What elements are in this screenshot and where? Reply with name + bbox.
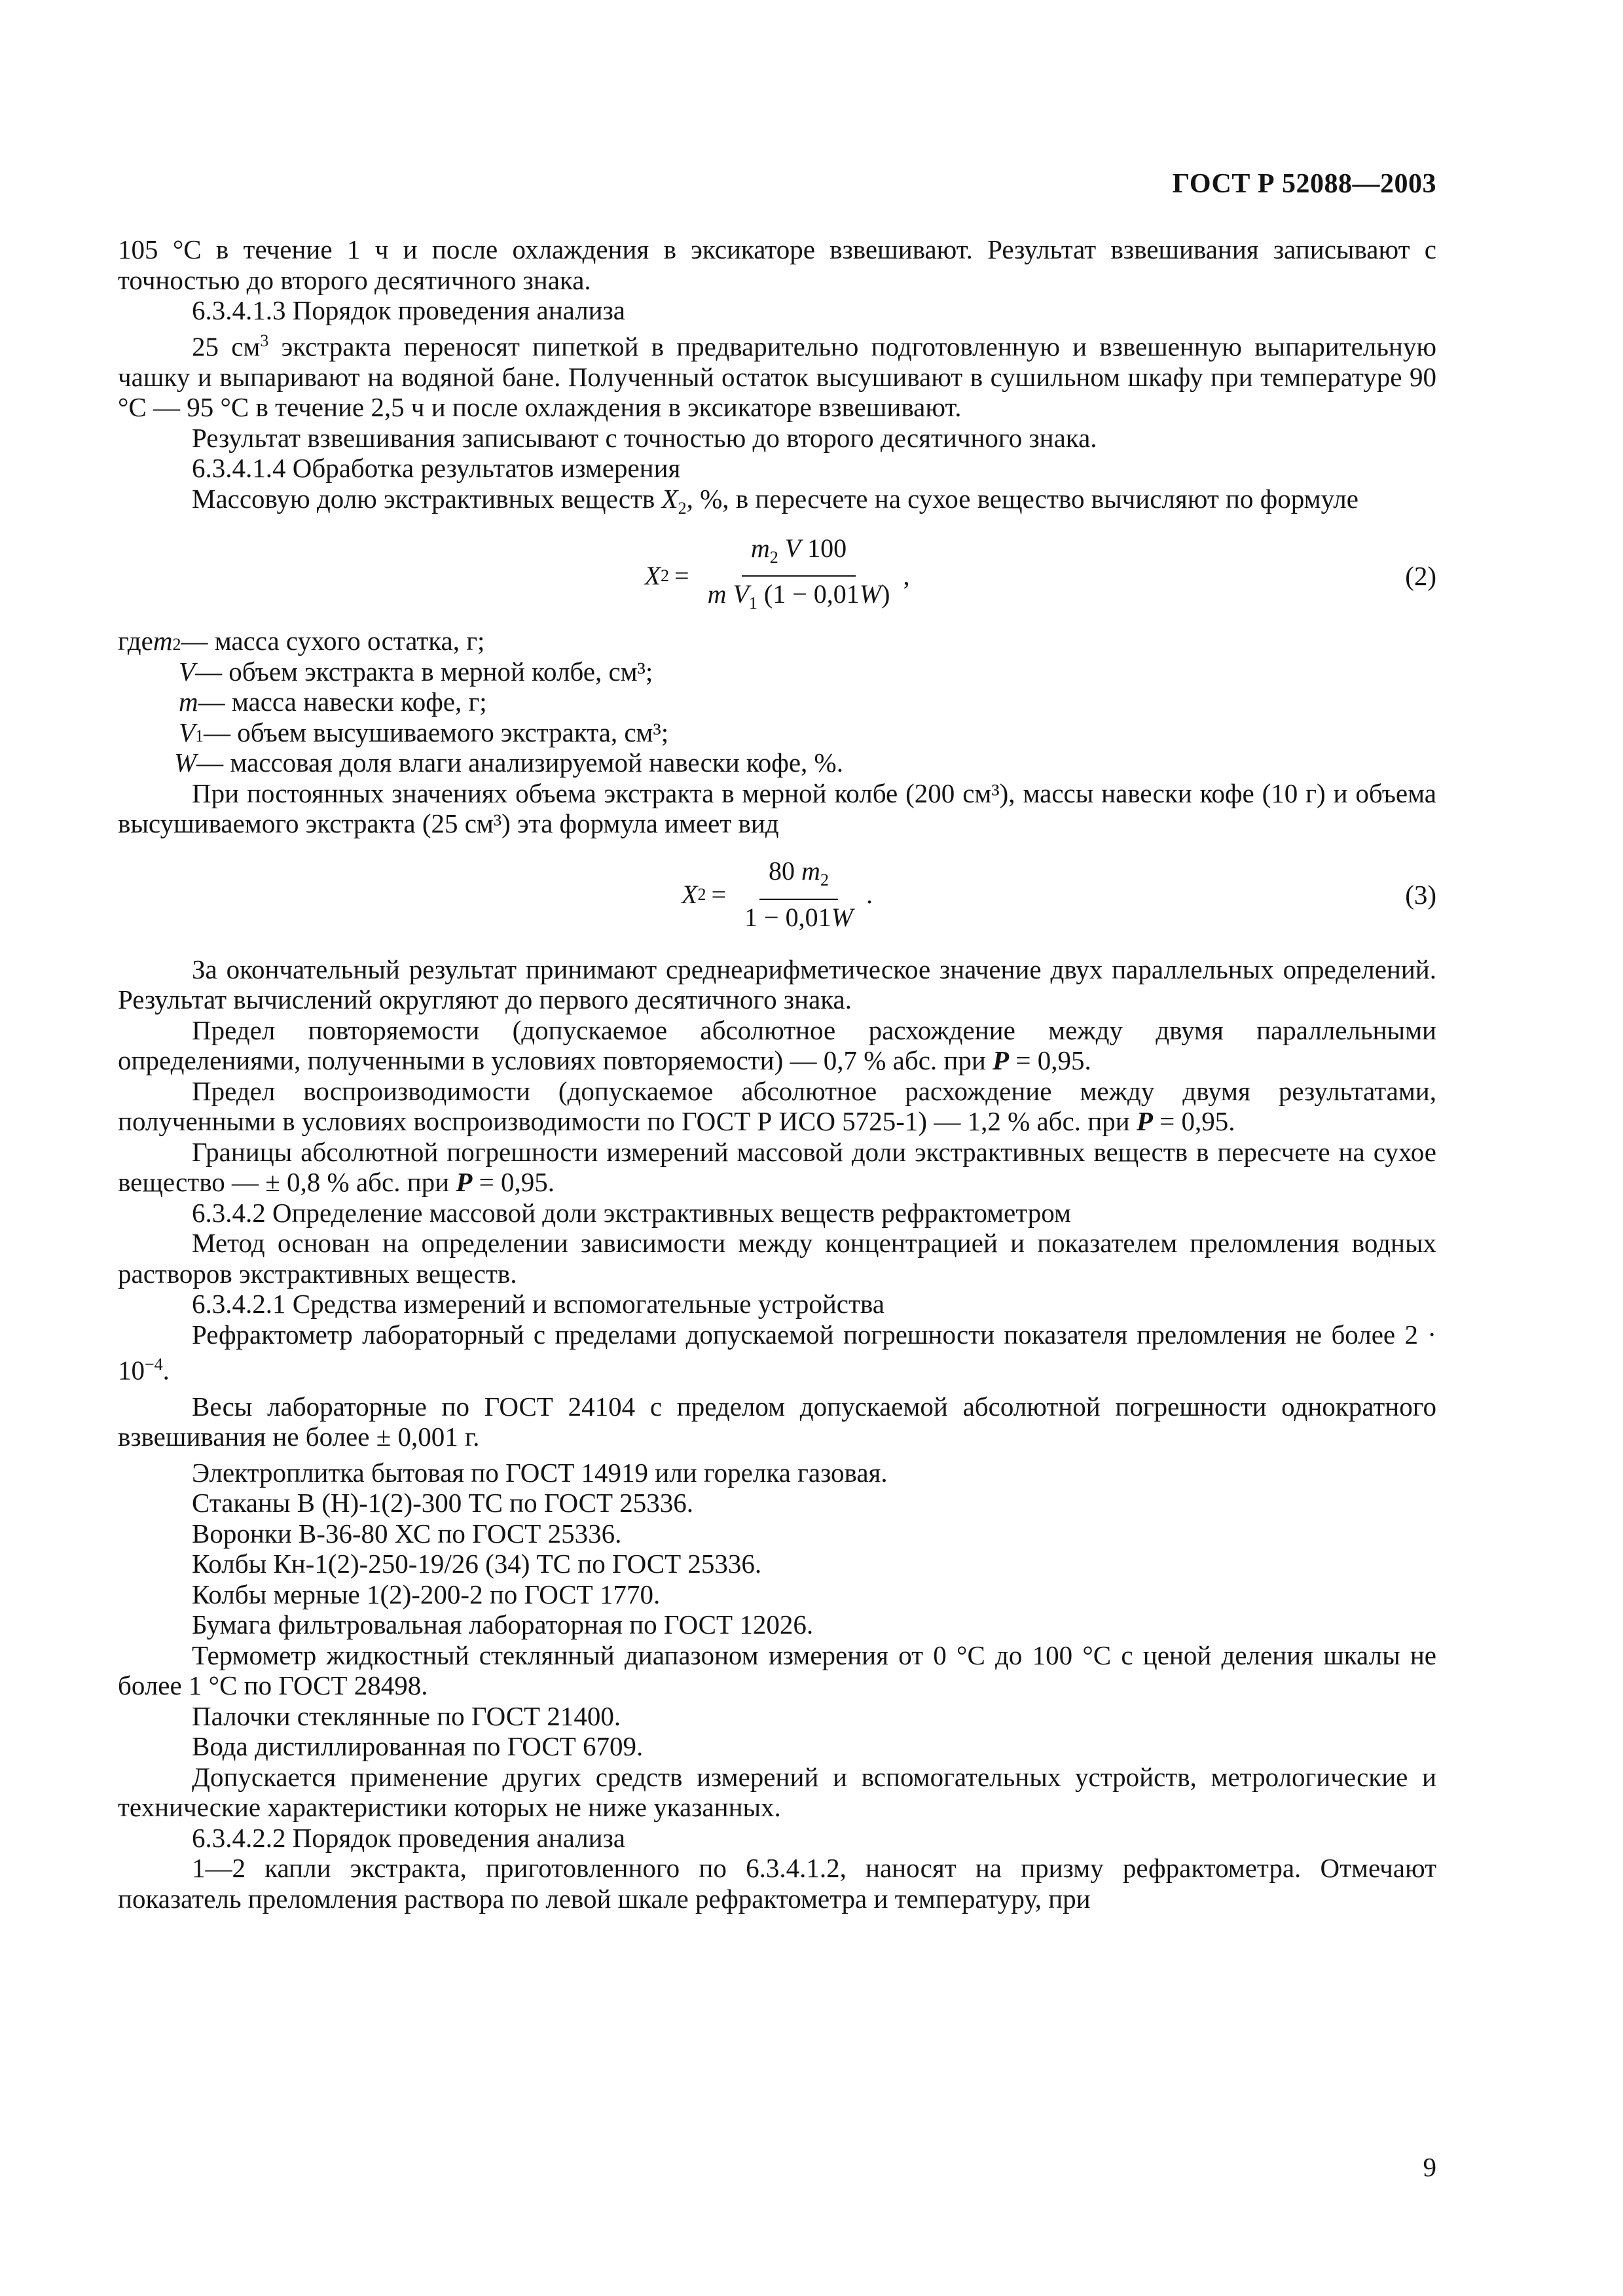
page-content: [118, 234, 1436, 1914]
paragraph: Стаканы В (Н)-1(2)-300 ТС по ГОСТ 25336.: [192, 1488, 694, 1518]
subscript: 2: [697, 884, 706, 904]
standard-header: ГОСТ Р 52088—2003: [1172, 169, 1436, 199]
paragraph: [118, 1137, 1436, 1198]
symbol: P: [1136, 1106, 1153, 1137]
text-span: ): [881, 579, 890, 609]
number: 80: [769, 856, 802, 886]
paragraph: [118, 326, 1436, 423]
text-span: Массовую долю экстрактивных веществ: [192, 483, 662, 514]
subscript: 2: [820, 870, 829, 890]
text-span: — объем экстракта в мерной колбе, см³;: [195, 656, 653, 687]
text-span: Рефрактометр лабораторный с пределами допускаемой погрешности показателя преломления не более 2 · 10: [118, 1319, 1436, 1386]
text-span: = 0,95.: [472, 1167, 555, 1198]
formula-2: [118, 524, 1436, 628]
numerator: [759, 856, 838, 900]
symbol: W: [859, 579, 882, 609]
paragraph: Электроплитка бытовая по ГОСТ 14919 или горелка газовая.: [192, 1457, 888, 1488]
paragraph: Колбы мерные 1(2)-200-2 по ГОСТ 1770.: [192, 1579, 661, 1609]
variable-definition: [118, 747, 1436, 778]
paragraph: Воронки В-36-80 ХС по ГОСТ 25336.: [192, 1518, 622, 1549]
symbol: V: [784, 533, 801, 563]
symbol: V: [179, 656, 196, 687]
paragraph: 1—2 капли экстракта, приготовленного по 6.3.4.1.2, наносят на призму рефрактометра. Отмечают показатель преломления раствора по левой шкале рефрактометра и температуру, при: [118, 1853, 1436, 1914]
variable-definition: [118, 656, 1436, 687]
numerator: [742, 533, 856, 577]
subscript: 2: [172, 635, 181, 655]
section-heading: 6.3.4.1.4 Обработка результатов измерения: [192, 453, 681, 484]
text-span: Предел повторяемости (допускаемое абсолютное расхождение между двумя параллельными определениями, полученными в условиях повторяемости) — 0,7 % абс. при: [118, 1014, 1436, 1076]
symbol: m: [750, 533, 770, 563]
paragraph: Палочки стеклянные по ГОСТ 21400.: [192, 1700, 621, 1731]
paragraph: [118, 1319, 1436, 1386]
paragraph: Колбы Кн-1(2)-250-19/26 (34) ТС по ГОСТ 25336.: [192, 1549, 762, 1579]
formula-3: [118, 839, 1436, 950]
equals-sign: =: [674, 561, 689, 591]
text-span: — массовая доля влаги анализируемой навески кофе, %.: [196, 747, 843, 778]
variable-definition: [118, 717, 1436, 748]
paragraph: Результат взвешивания записывают с точностью до второго десятичного знака.: [192, 422, 1097, 453]
subscript: 1: [748, 594, 757, 613]
page-number: 9: [1423, 2152, 1436, 2182]
text-span: (1 − 0,01: [763, 579, 860, 609]
paragraph: 105 °С в течение 1 ч и после охлаждения в эксикаторе взвешивают. Результат взвешивания записывают с точностью до второго десятичного знака.: [118, 234, 1436, 295]
variable-definition: [118, 626, 1436, 656]
superscript: −4: [145, 1355, 163, 1374]
symbol: m: [707, 579, 727, 609]
subscript: 2: [678, 498, 687, 518]
paragraph: [118, 1076, 1436, 1137]
denominator: [699, 577, 900, 619]
text-span: = 0,95.: [1152, 1106, 1235, 1137]
formula-lhs: X: [644, 561, 661, 591]
subscript: 2: [769, 547, 778, 567]
text-span: Предел воспроизводимости (допускаемое абсолютное расхождение между двумя результатами, полученными в условиях воспроизводимости по ГОСТ Р ИСО 5725-1) — 1,2 % абс. при: [118, 1075, 1436, 1137]
symbol: P: [993, 1045, 1010, 1076]
symbol: X: [661, 483, 678, 514]
symbol: P: [456, 1167, 473, 1198]
equation-number: (2): [1405, 561, 1436, 592]
subscript: 1: [195, 726, 204, 745]
section-heading: 6.3.4.1.3 Порядок проведения анализа: [192, 295, 626, 325]
paragraph: [118, 484, 1436, 524]
symbol: V: [179, 717, 196, 747]
text-span: Границы абсолютной погрешности измерений массовой доли экстрактивных веществ в пересчете на сухое вещество — ± 0,8 % абс. при: [118, 1136, 1436, 1198]
symbol: m: [153, 626, 173, 656]
paragraph: Вода дистиллированная по ГОСТ 6709.: [192, 1731, 644, 1761]
paragraph: За окончательный результат принимают среднеарифметическое значение двух параллельных определений. Результат вычислений округляют до первого десятичного знака.: [118, 954, 1436, 1015]
paragraph: Весы лабораторные по ГОСТ 24104 с пределом допускаемой абсолютной погрешности однократного взвешивания не более ± 0,001 г.: [118, 1391, 1436, 1452]
formula-expression: [645, 533, 910, 619]
equals-sign: =: [711, 879, 727, 909]
punctuation: .: [866, 879, 873, 909]
text-span: , %, в пересчете на сухое вещество вычисляют по формуле: [686, 483, 1359, 514]
fraction: [735, 856, 862, 933]
punctuation: ,: [903, 561, 910, 591]
fraction: [699, 533, 900, 619]
superscript: 3: [260, 331, 269, 350]
paragraph: Термометр жидкостный стеклянный диапазоном измерения от 0 °С до 100 °С с ценой деления шкалы не более 1 °С по ГОСТ 28498.: [118, 1640, 1436, 1700]
variable-list: [118, 626, 1436, 778]
text-span: 25 см: [192, 331, 261, 362]
symbol: W: [831, 902, 853, 932]
symbol: m: [801, 856, 820, 886]
number: 100: [807, 533, 847, 563]
section-heading: 6.3.4.2 Определение массовой доли экстрактивных веществ рефрактометром: [192, 1197, 1071, 1228]
denominator: [735, 900, 862, 933]
section-heading: 6.3.4.2.2 Порядок проведения анализа: [192, 1822, 626, 1853]
symbol: V: [733, 579, 749, 609]
formula-expression: [682, 856, 873, 933]
text-span: 1 − 0,01: [744, 902, 831, 932]
text-span: экстракта переносят пипеткой в предварительно подготовленную и взвешенную выпарительную чашку и выпаривают на водяной бане. Полученный остаток высушивают в сушильном шкафу при температуре 90 °С — 95 °С в течение 2,5 ч и после охлаждения в эксикаторе взвешивают.: [118, 331, 1436, 423]
text-span: где: [118, 626, 153, 656]
paragraph: Метод основан на определении зависимости между концентрацией и показателем преломления водных растворов экстрактивных веществ.: [118, 1228, 1436, 1289]
symbol: m: [179, 687, 198, 717]
text-span: = 0,95.: [1009, 1045, 1091, 1076]
paragraph: Бумага фильтровальная лабораторная по ГОСТ 12026.: [192, 1609, 814, 1640]
section-heading: 6.3.4.2.1 Средства измерений и вспомогательные устройства: [192, 1289, 884, 1319]
equation-number: (3): [1405, 879, 1436, 910]
subscript: 2: [661, 566, 669, 586]
text-span: .: [162, 1355, 170, 1386]
paragraph: [118, 1015, 1436, 1076]
symbol: W: [174, 747, 197, 778]
text-span: — масса навески кофе, г;: [198, 687, 487, 717]
paragraph: Допускается применение других средств измерений и вспомогательных устройств, метрологические и технические характеристики которых не ниже указанных.: [118, 1761, 1436, 1822]
text-span: — объем высушиваемого экстракта, см³;: [204, 717, 669, 747]
variable-definition: [118, 687, 1436, 717]
formula-lhs: X: [682, 879, 698, 909]
paragraph: При постоянных значениях объема экстракта в мерной колбе (200 см³), массы навески кофе (10 г) и объема высушиваемого экстракта (25 см³) эта формула имеет вид: [118, 778, 1436, 839]
text-span: — масса сухого остатка, г;: [181, 626, 485, 656]
